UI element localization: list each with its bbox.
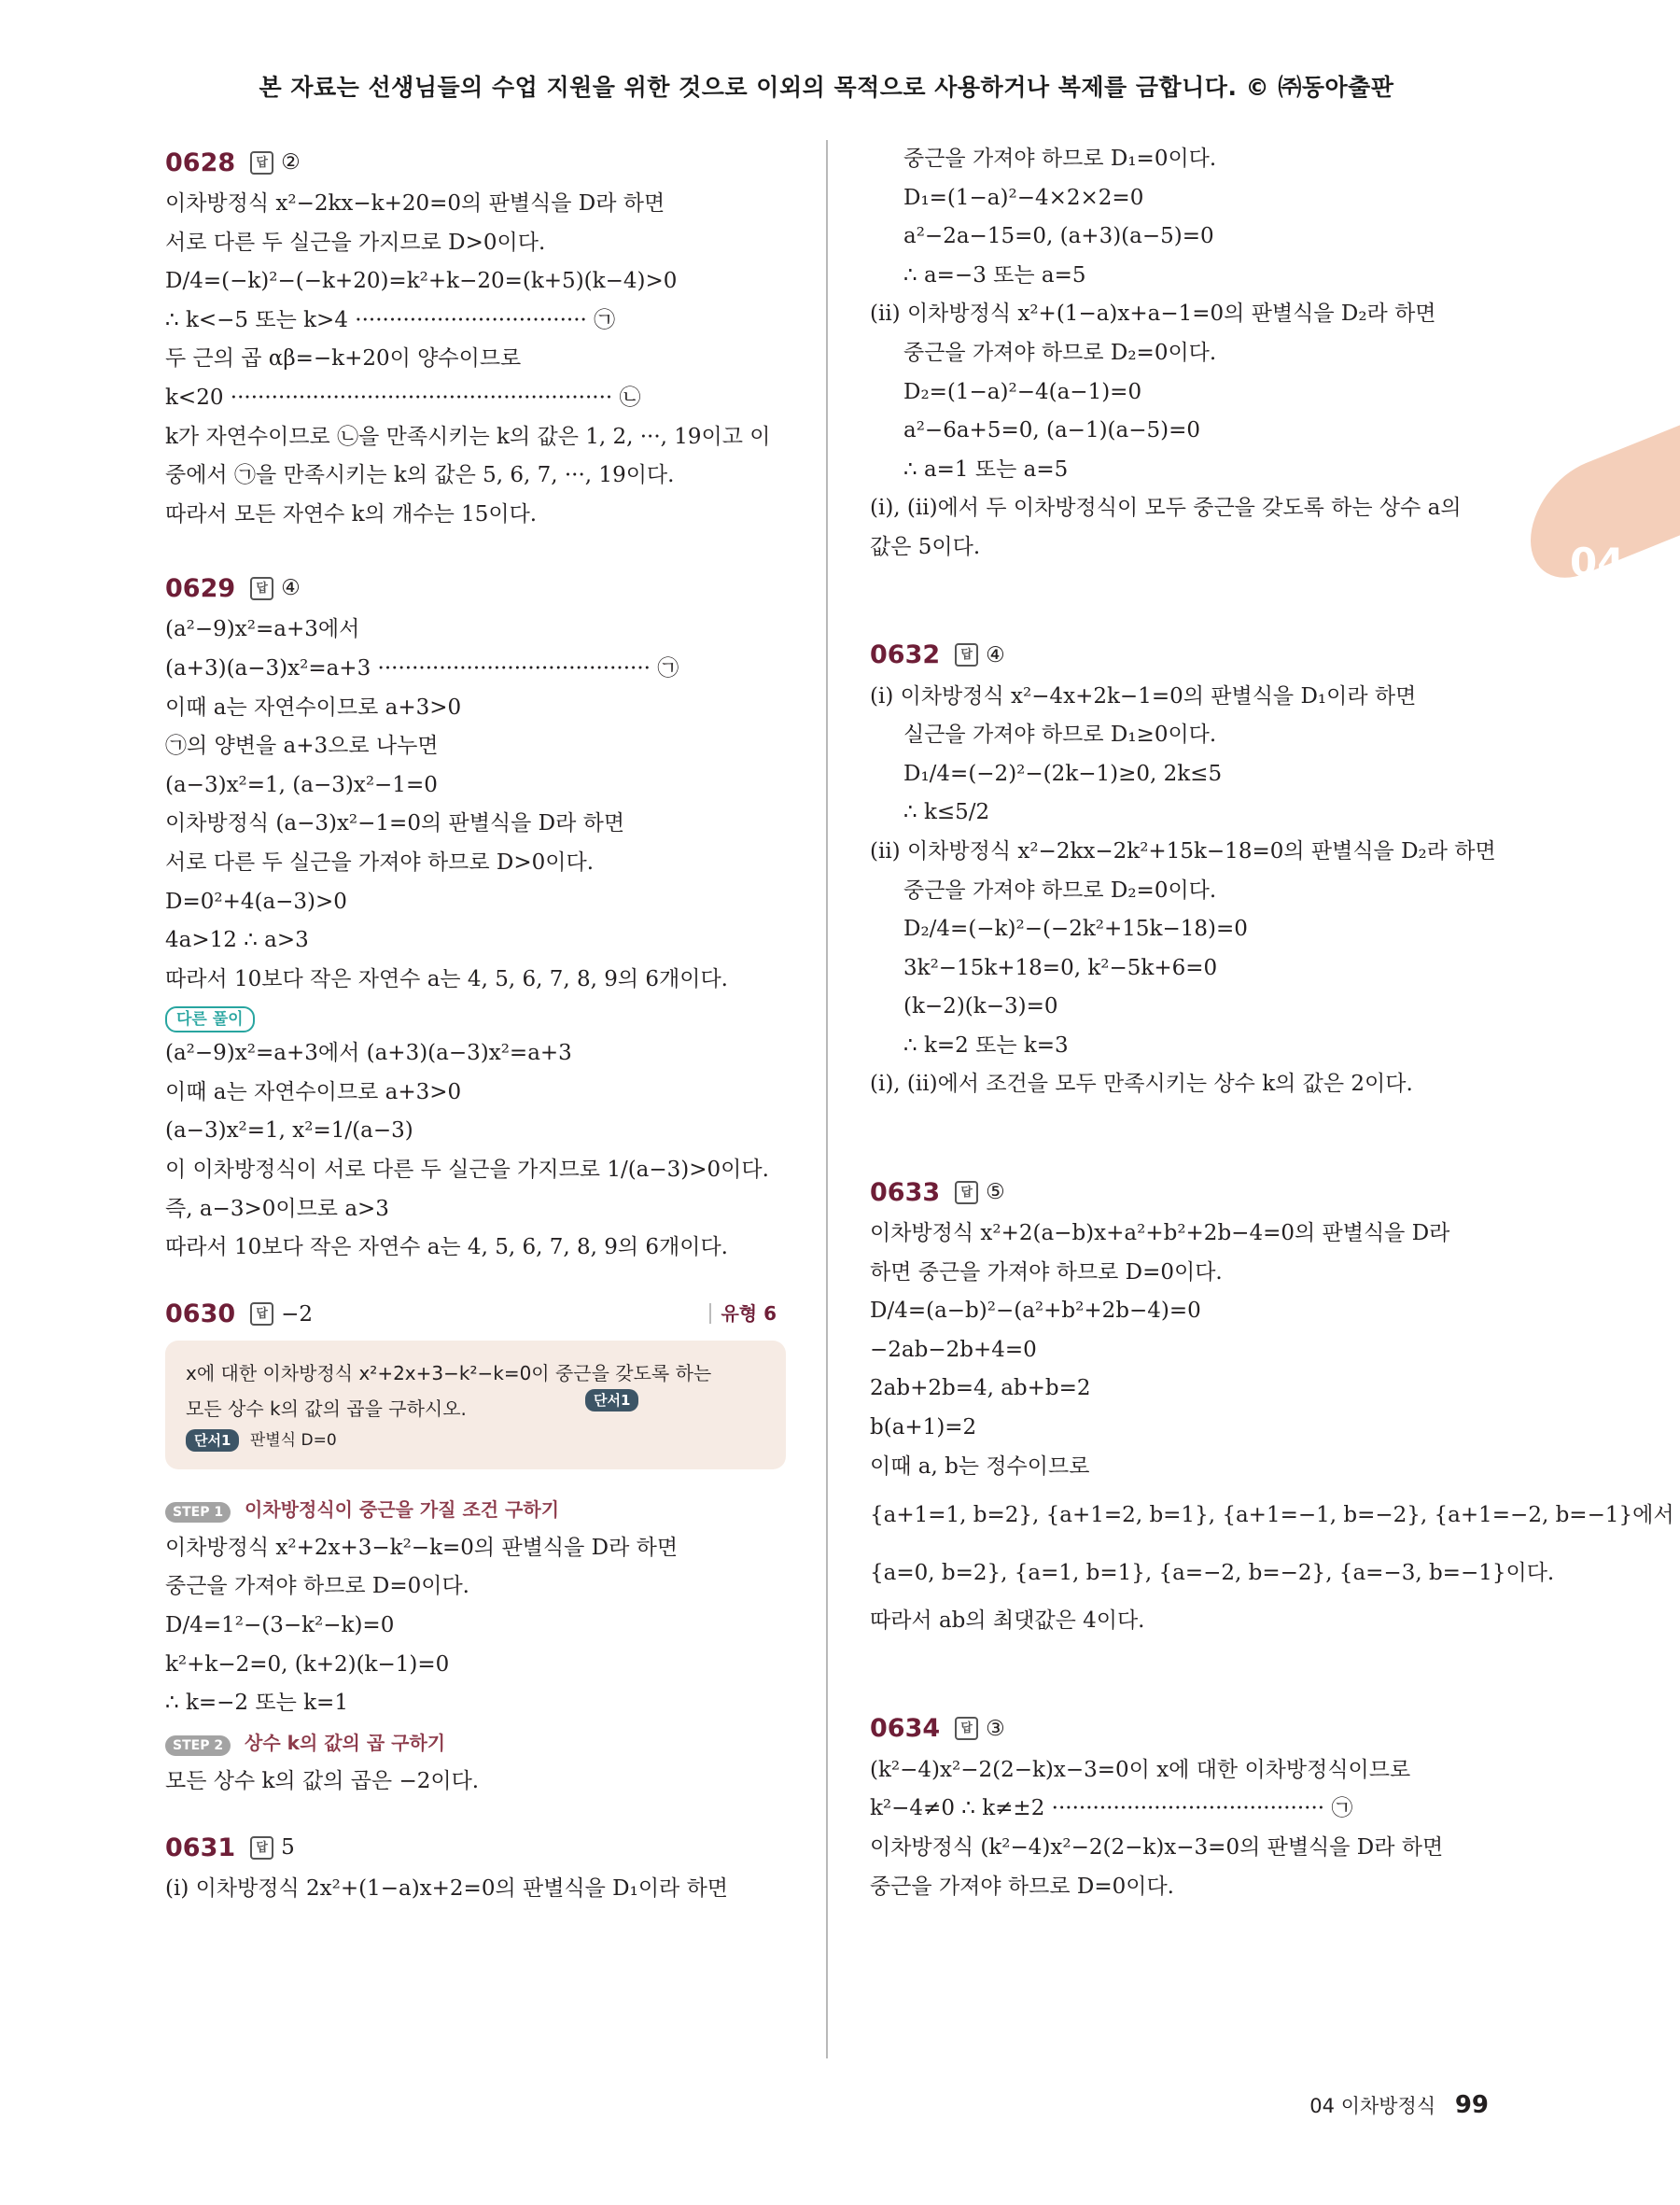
solution-line: 이차방정식 (a−3)x²−1=0의 판별식을 D라 하면 bbox=[165, 811, 625, 836]
alt-solution-line: 이때 a는 자연수이므로 a+3>0 bbox=[165, 1079, 462, 1104]
problem-number: 0633 bbox=[870, 1177, 941, 1207]
answer-value: ② bbox=[281, 150, 301, 175]
solution-line: ㉠의 양변을 a+3으로 나누면 bbox=[165, 734, 439, 759]
column-divider bbox=[826, 140, 828, 2058]
solution-line: k<20 ························································ ㉡ bbox=[165, 385, 641, 410]
solution-line: 서로 다른 두 실근을 가져야 하므로 D>0이다. bbox=[165, 850, 595, 875]
solution-line: ∴ a=−3 또는 a=5 bbox=[903, 262, 1086, 288]
solution-line: D₂=(1−a)²−4(a−1)=0 bbox=[903, 379, 1142, 404]
answer-value: −2 bbox=[281, 1301, 314, 1327]
problem-header bbox=[165, 566, 786, 611]
step-badge: STEP 2 bbox=[165, 1735, 231, 1756]
solution-line: 이차방정식 x²−2kx−k+20=0의 판별식을 D라 하면 bbox=[165, 191, 665, 216]
solution-line: {a=0, b=2}, {a=1, b=1}, {a=−2, b=−2}, {a=−3, b=−1}이다. bbox=[870, 1561, 1555, 1586]
solution-line: (i), (ii)에서 두 이차방정식이 모두 중근을 갖도록 하는 상수 a의 bbox=[870, 496, 1462, 521]
step-title: 이차방정식이 중근을 가질 조건 구하기 bbox=[245, 1497, 560, 1521]
answer-icon: 답 bbox=[955, 643, 978, 667]
solution-line: (i) 이차방정식 x²−4x+2k−1=0의 판별식을 D₁이라 하면 bbox=[870, 683, 1417, 709]
alt-solution-line: 즉, a−3>0이므로 a>3 bbox=[165, 1196, 389, 1221]
problem-0631-continued bbox=[870, 140, 1491, 568]
solution-line: 이때 a, b는 정수이므로 bbox=[870, 1454, 1090, 1479]
solution-line: ∴ a=1 또는 a=5 bbox=[903, 456, 1069, 482]
page-footer bbox=[1309, 2091, 1489, 2119]
answer-icon: 답 bbox=[250, 1836, 273, 1860]
solution-line: (a+3)(a−3)x²=a+3 ········································ ㉠ bbox=[165, 655, 679, 681]
problem-number: 0631 bbox=[165, 1833, 236, 1862]
solution-line: ∴ k=−2 또는 k=1 bbox=[165, 1691, 348, 1716]
answer-icon: 답 bbox=[955, 1181, 978, 1204]
solution-line: b(a+1)=2 bbox=[870, 1415, 977, 1440]
question-callout bbox=[165, 1341, 786, 1469]
solution-line: 중근을 가져야 하므로 D=0이다. bbox=[870, 1874, 1174, 1899]
solution-line: D/4=(−k)²−(−k+20)=k²+k−20=(k+5)(k−4)>0 bbox=[165, 269, 678, 294]
solution-line: a²−6a+5=0, (a−1)(a−5)=0 bbox=[903, 418, 1201, 443]
solution-line: (ii) 이차방정식 x²−2kx−2k²+15k−18=0의 판별식을 D₂라 하면 bbox=[870, 838, 1496, 864]
alt-solution-line: (a²−9)x²=a+3에서 (a+3)(a−3)x²=a+3 bbox=[165, 1041, 572, 1066]
solution-line: (k−2)(k−3)=0 bbox=[903, 994, 1058, 1019]
solution-line: (a²−9)x²=a+3에서 bbox=[165, 617, 360, 642]
problem-header bbox=[870, 1170, 1491, 1215]
problem-0633 bbox=[870, 1170, 1674, 1641]
solution-line: 모든 상수 k의 값의 곱은 −2이다. bbox=[165, 1768, 480, 1793]
copyright-notice: 본 자료는 선생님들의 수업 지원을 위한 것으로 이외의 목적으로 사용하거나 복제를 금합니다. © ㈜동아출판 bbox=[259, 74, 1394, 101]
problem-0630 bbox=[165, 1292, 786, 1802]
hint-text: 판별식 D=0 bbox=[249, 1430, 337, 1450]
solution-line: ∴ k=2 또는 k=3 bbox=[903, 1032, 1069, 1058]
page-number: 99 bbox=[1454, 2091, 1489, 2119]
alt-solution-line: 이 이차방정식이 서로 다른 두 실근을 가지므로 1/(a−3)>0이다. bbox=[165, 1158, 769, 1183]
solution-line: 두 근의 곱 αβ=−k+20이 양수이므로 bbox=[165, 346, 522, 372]
problem-0634 bbox=[870, 1706, 1491, 1906]
answer-value: 5 bbox=[281, 1835, 295, 1861]
solution-line: −2ab−2b+4=0 bbox=[870, 1337, 1037, 1362]
solution-line: 서로 다른 두 실근을 가지므로 D>0이다. bbox=[165, 230, 546, 255]
solution-line: D₁=(1−a)²−4×2×2=0 bbox=[903, 185, 1144, 210]
alt-solution-line: 따라서 10보다 작은 자연수 a는 4, 5, 6, 7, 8, 9의 6개이다. bbox=[165, 1235, 728, 1260]
step-2-heading bbox=[165, 1723, 786, 1763]
solution-line: {a+1=1, b=2}, {a+1=2, b=1}, {a+1=−1, b=−2}, {a+1=−2, b=−1}에서 bbox=[870, 1503, 1674, 1528]
problem-0632 bbox=[870, 633, 1496, 1105]
solution-line: 중근을 가져야 하므로 D₂=0이다. bbox=[903, 340, 1217, 365]
question-line: 모든 상수 k의 값의 곱을 구하시오. bbox=[186, 1397, 467, 1420]
solution-line: 값은 5이다. bbox=[870, 534, 981, 559]
answer-icon: 답 bbox=[250, 577, 273, 600]
solution-line: D₁/4=(−2)²−(2k−1)≥0, 2k≤5 bbox=[903, 761, 1223, 786]
problem-type-tag: 유형 6 bbox=[709, 1303, 777, 1324]
solution-line: 따라서 ab의 최댓값은 4이다. bbox=[870, 1608, 1145, 1634]
hint-badge-marker: 단서1 bbox=[585, 1389, 638, 1411]
step-badge: STEP 1 bbox=[165, 1502, 231, 1523]
solution-line: (i) 이차방정식 2x²+(1−a)x+2=0의 판별식을 D₁이라 하면 bbox=[165, 1876, 729, 1902]
question-line: x에 대한 이차방정식 x²+2x+3−k²−k=0이 중근을 갖도록 하는 bbox=[186, 1361, 712, 1384]
answer-value: ③ bbox=[986, 1716, 1005, 1741]
hint-line bbox=[186, 1426, 765, 1454]
solution-line: a²−2a−15=0, (a+3)(a−5)=0 bbox=[903, 224, 1214, 249]
footer-chapter: 04 이차방정식 bbox=[1309, 2095, 1436, 2117]
solution-line: 4a>12 ∴ a>3 bbox=[165, 928, 309, 953]
answer-value: ④ bbox=[281, 576, 301, 601]
solution-line: (ii) 이차방정식 x²+(1−a)x+a−1=0의 판별식을 D₂라 하면 bbox=[870, 302, 1436, 327]
solution-line: D/4=(a−b)²−(a²+b²+2b−4)=0 bbox=[870, 1299, 1201, 1324]
chapter-tab-number: 04 bbox=[1570, 540, 1625, 585]
problem-header bbox=[165, 1825, 786, 1870]
step-1-heading bbox=[165, 1490, 786, 1529]
problem-header bbox=[870, 1706, 1491, 1751]
answer-icon: 답 bbox=[250, 151, 273, 175]
solution-line: 이때 a는 자연수이므로 a+3>0 bbox=[165, 695, 462, 720]
solution-line: k가 자연수이므로 ㉡을 만족시키는 k의 값은 1, 2, ···, 19이고 이 bbox=[165, 424, 771, 449]
solution-line: k²−4≠0 ∴ k≠±2 ········································ ㉠ bbox=[870, 1796, 1353, 1821]
alternative-solution-label: 다른 풀이 bbox=[165, 1006, 255, 1032]
solution-line: 따라서 10보다 작은 자연수 a는 4, 5, 6, 7, 8, 9의 6개이다. bbox=[165, 966, 728, 991]
solution-line: D₂/4=(−k)²−(−2k²+15k−18)=0 bbox=[903, 917, 1248, 942]
solution-line: D/4=1²−(3−k²−k)=0 bbox=[165, 1613, 395, 1638]
left-column bbox=[165, 140, 786, 1933]
solution-line: 중근을 가져야 하므로 D₁=0이다. bbox=[903, 147, 1217, 171]
problem-header bbox=[165, 1292, 786, 1337]
problem-header bbox=[870, 633, 1491, 678]
solution-line: (k²−4)x²−2(2−k)x−3=0이 x에 대한 이차방정식이므로 bbox=[870, 1757, 1411, 1782]
solution-line: 2ab+2b=4, ab+b=2 bbox=[870, 1376, 1091, 1401]
solution-line: 3k²−15k+18=0, k²−5k+6=0 bbox=[903, 955, 1218, 980]
solution-line: 하면 중근을 가져야 하므로 D=0이다. bbox=[870, 1259, 1223, 1285]
alt-solution-line: (a−3)x²=1, x²=1/(a−3) bbox=[165, 1118, 413, 1144]
solution-line: (i), (ii)에서 조건을 모두 만족시키는 상수 k의 값은 2이다. bbox=[870, 1072, 1413, 1097]
problem-number: 0629 bbox=[165, 573, 236, 603]
solution-line: (a−3)x²=1, (a−3)x²−1=0 bbox=[165, 772, 438, 797]
solution-line: 중근을 가져야 하므로 D₂=0이다. bbox=[903, 878, 1217, 903]
answer-value: ⑤ bbox=[986, 1180, 1005, 1205]
answer-icon: 답 bbox=[250, 1302, 273, 1326]
problem-header bbox=[165, 140, 786, 185]
answer-value: ④ bbox=[986, 642, 1005, 667]
solution-line: ∴ k<−5 또는 k>4 ·································· ㉠ bbox=[165, 307, 616, 332]
solution-line: 이차방정식 x²+2(a−b)x+a²+b²+2b−4=0의 판별식을 D라 bbox=[870, 1221, 1450, 1246]
solution-line: 따라서 모든 자연수 k의 개수는 15이다. bbox=[165, 501, 538, 527]
solution-line: D=0²+4(a−3)>0 bbox=[165, 889, 347, 914]
solution-line: 이차방정식 (k²−4)x²−2(2−k)x−3=0의 판별식을 D라 하면 bbox=[870, 1835, 1444, 1860]
solution-line: k²+k−2=0, (k+2)(k−1)=0 bbox=[165, 1651, 450, 1677]
problem-0629 bbox=[165, 566, 786, 1268]
answer-icon: 답 bbox=[955, 1717, 978, 1740]
solution-line: 실근을 가져야 하므로 D₁≥0이다. bbox=[903, 723, 1217, 748]
problem-number: 0628 bbox=[165, 147, 236, 177]
solution-line: 이차방정식 x²+2x+3−k²−k=0의 판별식을 D라 하면 bbox=[165, 1535, 679, 1560]
solution-line: 중근을 가져야 하므로 D=0이다. bbox=[165, 1574, 469, 1599]
step-title: 상수 k의 값의 곱 구하기 bbox=[245, 1731, 446, 1754]
problem-number: 0630 bbox=[165, 1299, 236, 1329]
problem-0628 bbox=[165, 140, 786, 534]
solution-line: ∴ k≤5/2 bbox=[903, 800, 990, 825]
solution-line: 중에서 ㉠을 만족시키는 k의 값은 5, 6, 7, ···, 19이다. bbox=[165, 463, 675, 488]
problem-number: 0632 bbox=[870, 640, 941, 670]
problem-number: 0634 bbox=[870, 1714, 941, 1744]
hint-badge: 단서1 bbox=[186, 1429, 239, 1452]
problem-0631 bbox=[165, 1825, 786, 1909]
